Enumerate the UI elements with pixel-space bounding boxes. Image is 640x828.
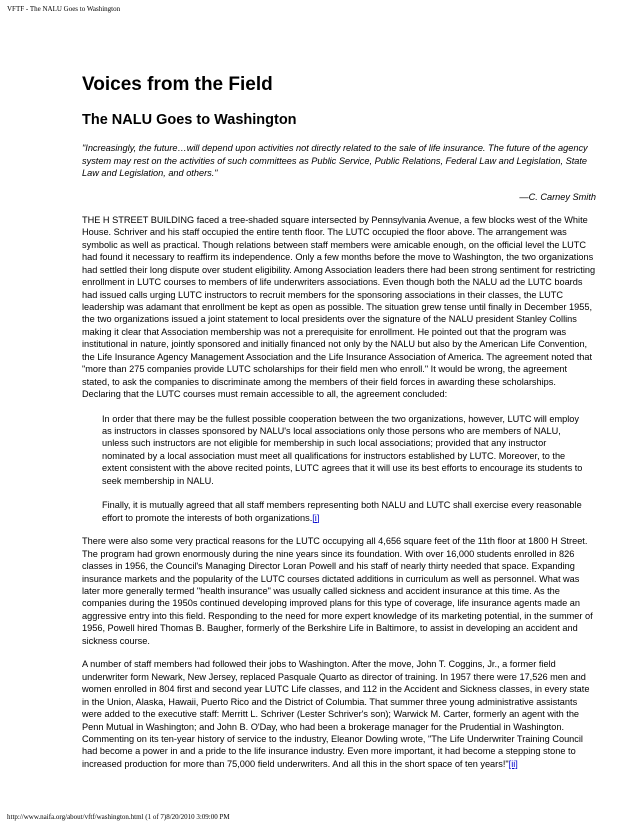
agreement-quote — [102, 413, 588, 525]
quote-paragraph-1: In order that there may be the fullest possible cooperation between the two organizations, however, LUTC will employ as instructors in classes sponsored by NALU's local associations only those persons who are members of NALU, unless such instructors are not eligible for membership in such local associations; provided that any instructor nominated by a local association must meet all qualifications for instructors established by LUTC. Moreover, to the extent consistent with the above recited points, LUTC agrees that it will use its best efforts to encourage its students to seek membership in NALU. — [102, 413, 583, 486]
footnote-link-i[interactable]: [i] — [312, 512, 320, 523]
quote-paragraph-2-text: Finally, it is mutually agreed that all staff members representing both NALU and LUTC shall exercise every reasonable effort to promote the interests of both organizations. — [102, 500, 582, 523]
page-footer-url: http://www.naifa.org/about/vftf/washington.html (1 of 7)8/20/2010 3:09:00 PM — [7, 813, 230, 821]
epigraph: "Increasingly, the future…will depend upon activities not directly related to the sale of life insurance. The future of the agency system may rest on the activities of such committees as Public Service, Public Relations, Federal Law and Legislation, State Law and Legislation, and others." — [82, 143, 588, 179]
paragraph-3-text: A number of staff members had followed their jobs to Washington. After the move, John T. Coggins, Jr., a former field underwriter form Newark, New Jersey, replaced Pasquale Quarto as director of training. In 1957 there were 17,526 men and women enrolled in 804 first and second year LUTC Life classes, and 112 in the Accident and Sickness classes, in every state in the Union, Alaska, Hawaii, Puerto Rico and the District of Columbia. That summer three young administrative assistants were added to the executive staff: Merritt L. Schriver (Lester Schriver's son); Warwick M. Carter, formerly an agent with the Penn Mutual in Washington; and John B. O'Day, who had been a brokerage manager for the Prudential in Washington. Commenting on its ten-year history of service to the industry, Eleanor Dowling wrote, "The Life Underwriter Training Council had become a power in and a pride to the life insurance industry. Even more important, it had become a stepping stone to increased production for more than 75,000 field underwriters. And all this in the short space of ten years!" — [82, 659, 590, 769]
epigraph-attribution: —C. Carney Smith — [519, 191, 596, 202]
quote-paragraph-2 — [102, 499, 588, 524]
paragraph-2: There were also some very practical reasons for the LUTC occupying all 4,656 square feet of the 11th floor at 1800 H Street. The program had grown enormously during the nine years since its foundation. With over 16,000 students enrolled in 826 classes in 1956, the Council's Managing Director Loran Powell and his staff of nearly thirty needed that space. Expanding insurance markets and the popularity of the LUTC courses dictated additions in curriculum as well as personnel. What was later more generally termed "health insurance" was usually called sickness and accident insurance at this time. As the companies during the 1950s continued developing improved plans for this type of coverage, life insurance agents made an aggressive entry into this field. Responding to the need for more expert knowledge of its marketing potential, in the summer of 1956, Powell hired Thomas B. Baugher, formerly of the Berkshire Life in Baltimore, to assist in developing an accident and sickness course. — [82, 536, 593, 646]
article — [82, 72, 596, 770]
article-subtitle: The NALU Goes to Washington — [82, 112, 297, 128]
paragraph-3 — [82, 658, 596, 770]
page-header: VFTF - The NALU Goes to Washington — [7, 5, 121, 13]
page-title: Voices from the Field — [82, 74, 273, 95]
footnote-link-ii[interactable]: [ii] — [508, 758, 518, 769]
paragraph-1: THE H STREET BUILDING faced a tree-shaded square intersected by Pennsylvania Avenue, a few blocks west of the White House. Schriver and his staff occupied the entire tenth floor. The LUTC occupied the floor above. The arrangement was symbolic as well as practical. Though relations between staff members were amicable enough, on the official level the LUTC had found it necessary to reaffirm its independence. Only a few months before the move to Washington, the two organizations had settled their long dispute over student eligibility. Among Association leaders there had been strong sentiment for restricting enrollment in LUTC courses to members of life underwriters associations. Even though both the NALU ad the LUTC boards had issued calls urging LUTC instructors to recruit members for the sponsoring associations in their classes, the LUTC leadership was adamant that enrollment be kept as open as possible. The situation grew tense until finally in December 1955, the two organizations issued a joint statement to local presidents over the signature of the NALU president Stanley Collins making it clear that Association membership was not a prerequisite for enrollment. He pointed out that the program was institutional in nature, jointly sponsored and initially financed not only by the NALU but also by the American Life Convention, the Life Insurance Agency Management Association and the Life Insurance Association of America. The agreement noted that "more than 275 companies provide LUTC scholarships for their field men who enroll." It would be wrong, the agreement stated, to ask the companies to discriminate among the members of their field forces in awarding these scholarships. Declaring that the LUTC courses must remain accessible to all, the agreement concluded: — [82, 214, 596, 400]
